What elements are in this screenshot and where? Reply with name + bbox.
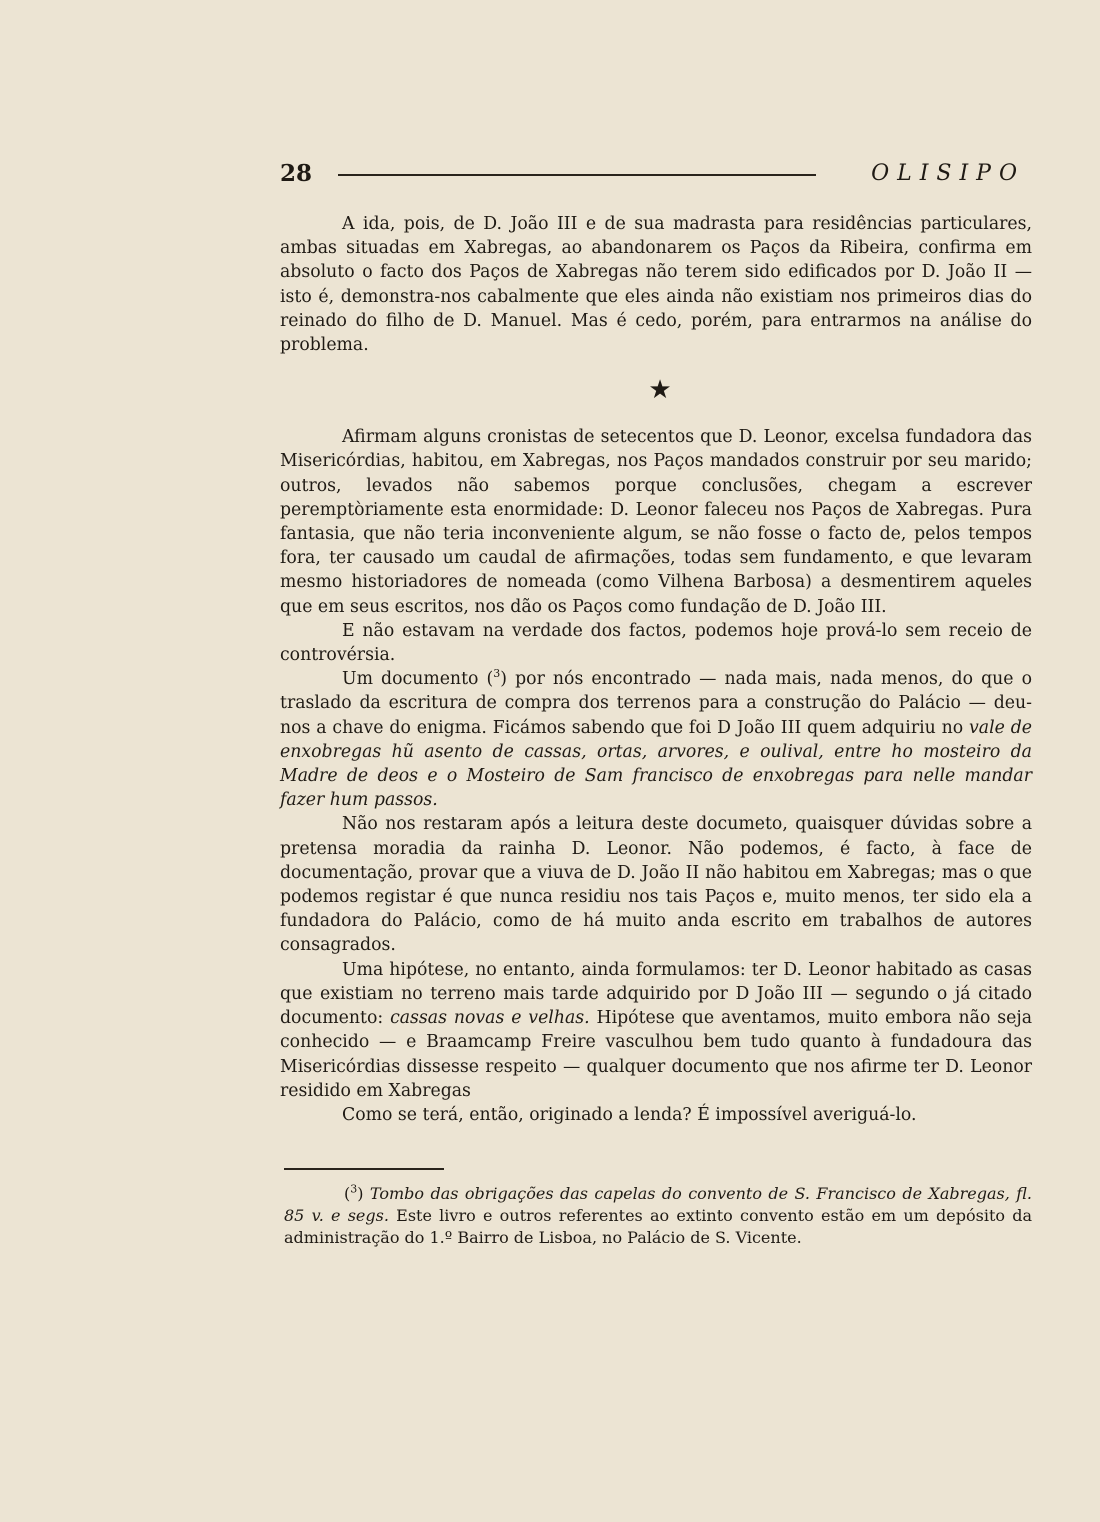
footnote — [284, 1183, 1032, 1249]
footnote-source-title: Tombo das obrigações das capelas do convento de S. Francisco de Xabregas, fl. 85 v. e segs. — [284, 1184, 1033, 1225]
paragraph-6-text-end: Hipótese que aventamos, muito embora não seja conhecido — e Braamcamp Freire vasculhou bem tudo quanto à fundadoura das Misericórdias dissesse respeito — qualquer documento que nos afirme ter D. Leonor residido em Xabregas — [280, 1008, 1032, 1101]
footnote-marker-number: 3 — [350, 1182, 358, 1196]
page-number: 28 — [280, 160, 313, 187]
paragraph-4-text-middle: ) por nós encontrado — nada mais, nada menos, do que o traslado da escritura de compra dos terrenos para a construção do Palácio — deu-nos a chave do enigma. Ficámos sabendo que foi D João III quem adquiriu no — [280, 669, 1032, 738]
paragraph-2: Afirmam alguns cronistas de setecentos que D. Leonor, excelsa fundadora das Misericórdias, habitou, em Xabregas, nos Paços mandados construir por seu marido; outros, levados não sabemos porque conclusões, chegam a escrever peremptòriamente esta enormidade: D. Leonor faleceu nos Paços de Xabregas. Pura fantasia, que não teria inconveniente algum, se não fosse o facto de, pelos tempos fora, ter causado um caudal de afirmações, todas sem fundamento, e que levaram mesmo historiadores de nomeada (como Vilhena Barbosa) a desmentirem aqueles que em seus escritos, nos dão os Paços como fundação de D. João III. — [280, 427, 1032, 617]
journal-title: OLISIPO — [871, 161, 1025, 186]
footnote-rule — [284, 1168, 444, 1170]
paragraph-5: Não nos restaram após a leitura deste documeto, quaisquer dúvidas sobre a pretensa moradia da rainha D. Leonor. Não podemos, é facto, à face de documentação, provar que a viuva de D. João II não habitou em Xabregas; mas o que podemos registar é que nunca residiu nos tais Paços e, muito menos, ter sido ela a fundadora do Palácio, como de há muito anda escrito em trabalhos de autores consagrados. — [280, 814, 1032, 956]
running-header — [280, 156, 1025, 196]
section-separator-star-icon: ★ — [648, 375, 672, 406]
header-rule — [338, 174, 816, 176]
paragraph-4-text-start: Um documento ( — [342, 669, 494, 690]
footnote-marker-open: ( — [344, 1184, 351, 1203]
paragraph-7: Como se terá, então, originado a lenda? É impossível averiguá-lo. — [342, 1104, 917, 1125]
paragraph-6-text-start: Uma hipótese, no entanto, ainda formulamos: ter D. Leonor habitado as casas que existiam no terreno mais tarde adquirido por D João III — segundo o já citado documento: — [280, 959, 1032, 1029]
footnote-reference: 3 — [493, 667, 501, 681]
document-quotation: vale de enxobregas hũ asento de cassas, ortas, arvores, e oulival, entre ho mosteiro da Madre de deos e o Mosteiro de Sam francisco de enxobregas para nelle mandar fazer hum passos. — [280, 717, 1032, 811]
paragraph-6 — [280, 958, 1032, 1103]
body-text — [280, 212, 1032, 1127]
footnote-text: Este livro e outros referentes ao extinto convento estão em um depósito da administração do 1.º Bairro de Lisboa, no Palácio de S. Vicente. — [284, 1206, 1032, 1247]
paragraph-6-quotation: cassas novas e velhas. — [390, 1008, 590, 1029]
paragraph-3: E não estavam na verdade dos factos, podemos hoje prová-lo sem receio de controvérsia. — [280, 620, 1032, 666]
paragraph-4 — [280, 667, 1032, 812]
footnote-marker-close: ) — [357, 1184, 370, 1203]
paragraph-1: A ida, pois, de D. João III e de sua madrasta para residências particulares, ambas situadas em Xabregas, ao abandonarem os Paços da Ribeira, confirma em absoluto o facto dos Paços de Xabregas não terem sido edificados por D. João II — isto é, demonstra-nos cabalmente que eles ainda não existiam nos primeiros dias do reinado do filho de D. Manuel. Mas é cedo, porém, para entrarmos na análise do problema. — [280, 214, 1032, 356]
